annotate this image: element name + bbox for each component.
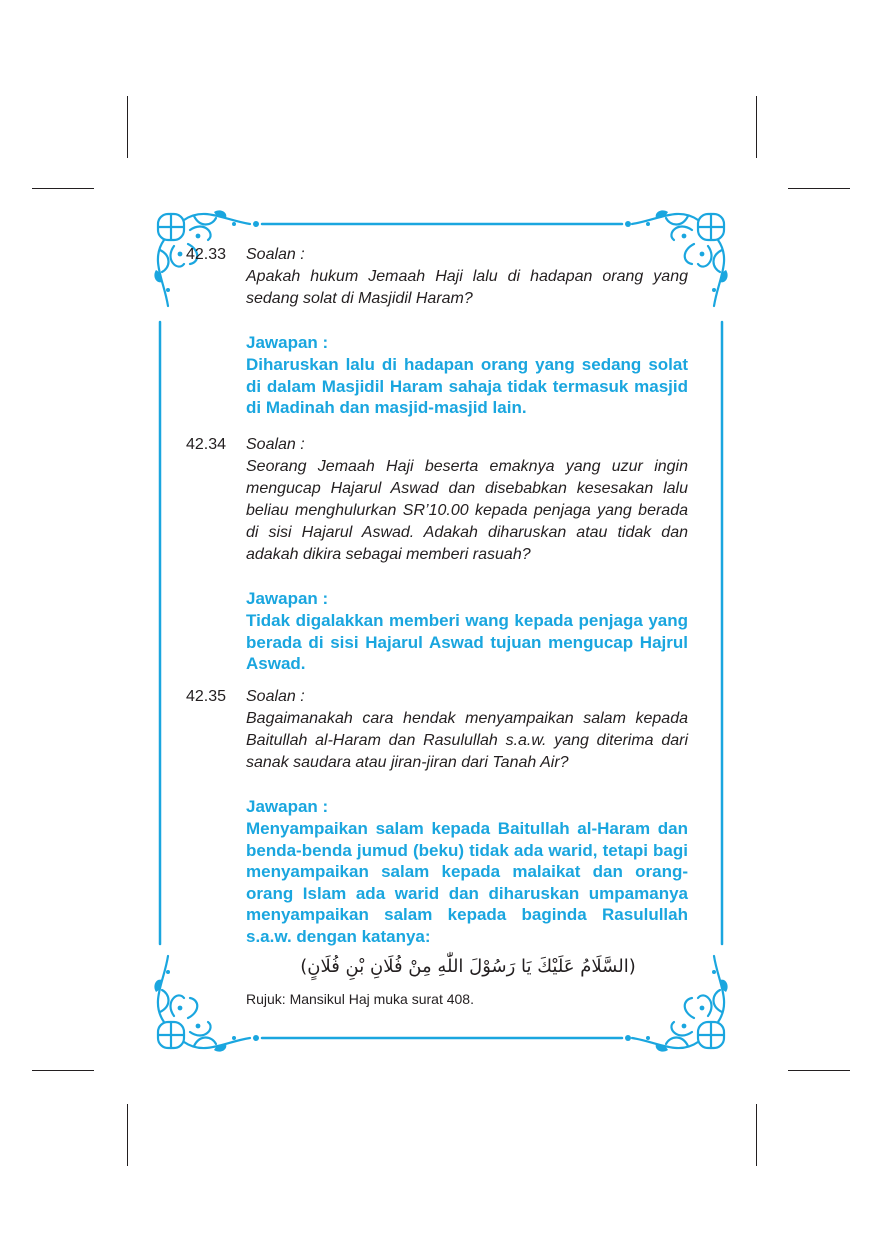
answer-label: Jawapan : (246, 333, 329, 352)
question-label: Soalan : (246, 688, 305, 705)
arabic-salam-quote: (السَّلَامُ عَلَيْكَ يَا رَسُوْلَ اللّٰهِ مِنْ فُلَانِ بْنِ فُلَانٍ) (300, 956, 636, 977)
answer-label: Jawapan : (246, 797, 329, 816)
answer-text: Diharuskan lalu di hadapan orang yang sedang solat di dalam Masjidil Haram sahaja tidak termasuk masjid di Madinah dan masjid-masjid lain. (246, 355, 688, 417)
entry-42-33 (186, 244, 688, 419)
reference-note: Rujuk: Mansikul Haj muka surat 408. (246, 991, 474, 1007)
answer-text: Menyampaikan salam kepada Baitullah al-Haram dan benda-benda jumud (beku) tidak ada warid, tetapi bagi menyampaikan salam kepada malaikat dan orang-orang Islam ada warid dan diharuskan umpamanya menyampaikan salam kepada baginda Rasulullah s.a.w. dengan katanya: (246, 819, 688, 946)
question-label: Soalan : (246, 436, 305, 453)
question-label: Soalan : (246, 246, 305, 263)
entry-number: 42.33 (186, 246, 227, 263)
answer-label: Jawapan : (246, 589, 329, 608)
question-text: Seorang Jemaah Haji beserta emaknya yang uzur ingin mengucap Hajarul Aswad dan disebabkan kesesakan lalu beliau menghulurkan SR’10.00 kepada penjaga yang berada di sisi Hajarul Aswad. Adakah diharuskan atau tidak dan adakah dikira sebagai memberi rasuah? (246, 458, 688, 563)
entry-number: 42.34 (186, 436, 227, 453)
entry-42-35 (186, 686, 688, 947)
question-text: Bagaimanakah cara hendak menyampaikan salam kepada Baitullah al-Haram dan Rasulullah s.a.w. yang diterima dari sanak saudara atau jiran-jiran dari Tanah Air? (246, 710, 688, 771)
entry-number: 42.35 (186, 688, 227, 705)
entry-42-34 (186, 434, 688, 675)
answer-text: Tidak digalakkan memberi wang kepada penjaga yang berada di sisi Hajarul Aswad tujuan mengucap Hajrul Aswad. (246, 611, 688, 673)
question-text: Apakah hukum Jemaah Haji lalu di hadapan orang yang sedang solat di Masjidil Haram? (246, 268, 688, 307)
ornamental-corner-icon (154, 956, 250, 1052)
